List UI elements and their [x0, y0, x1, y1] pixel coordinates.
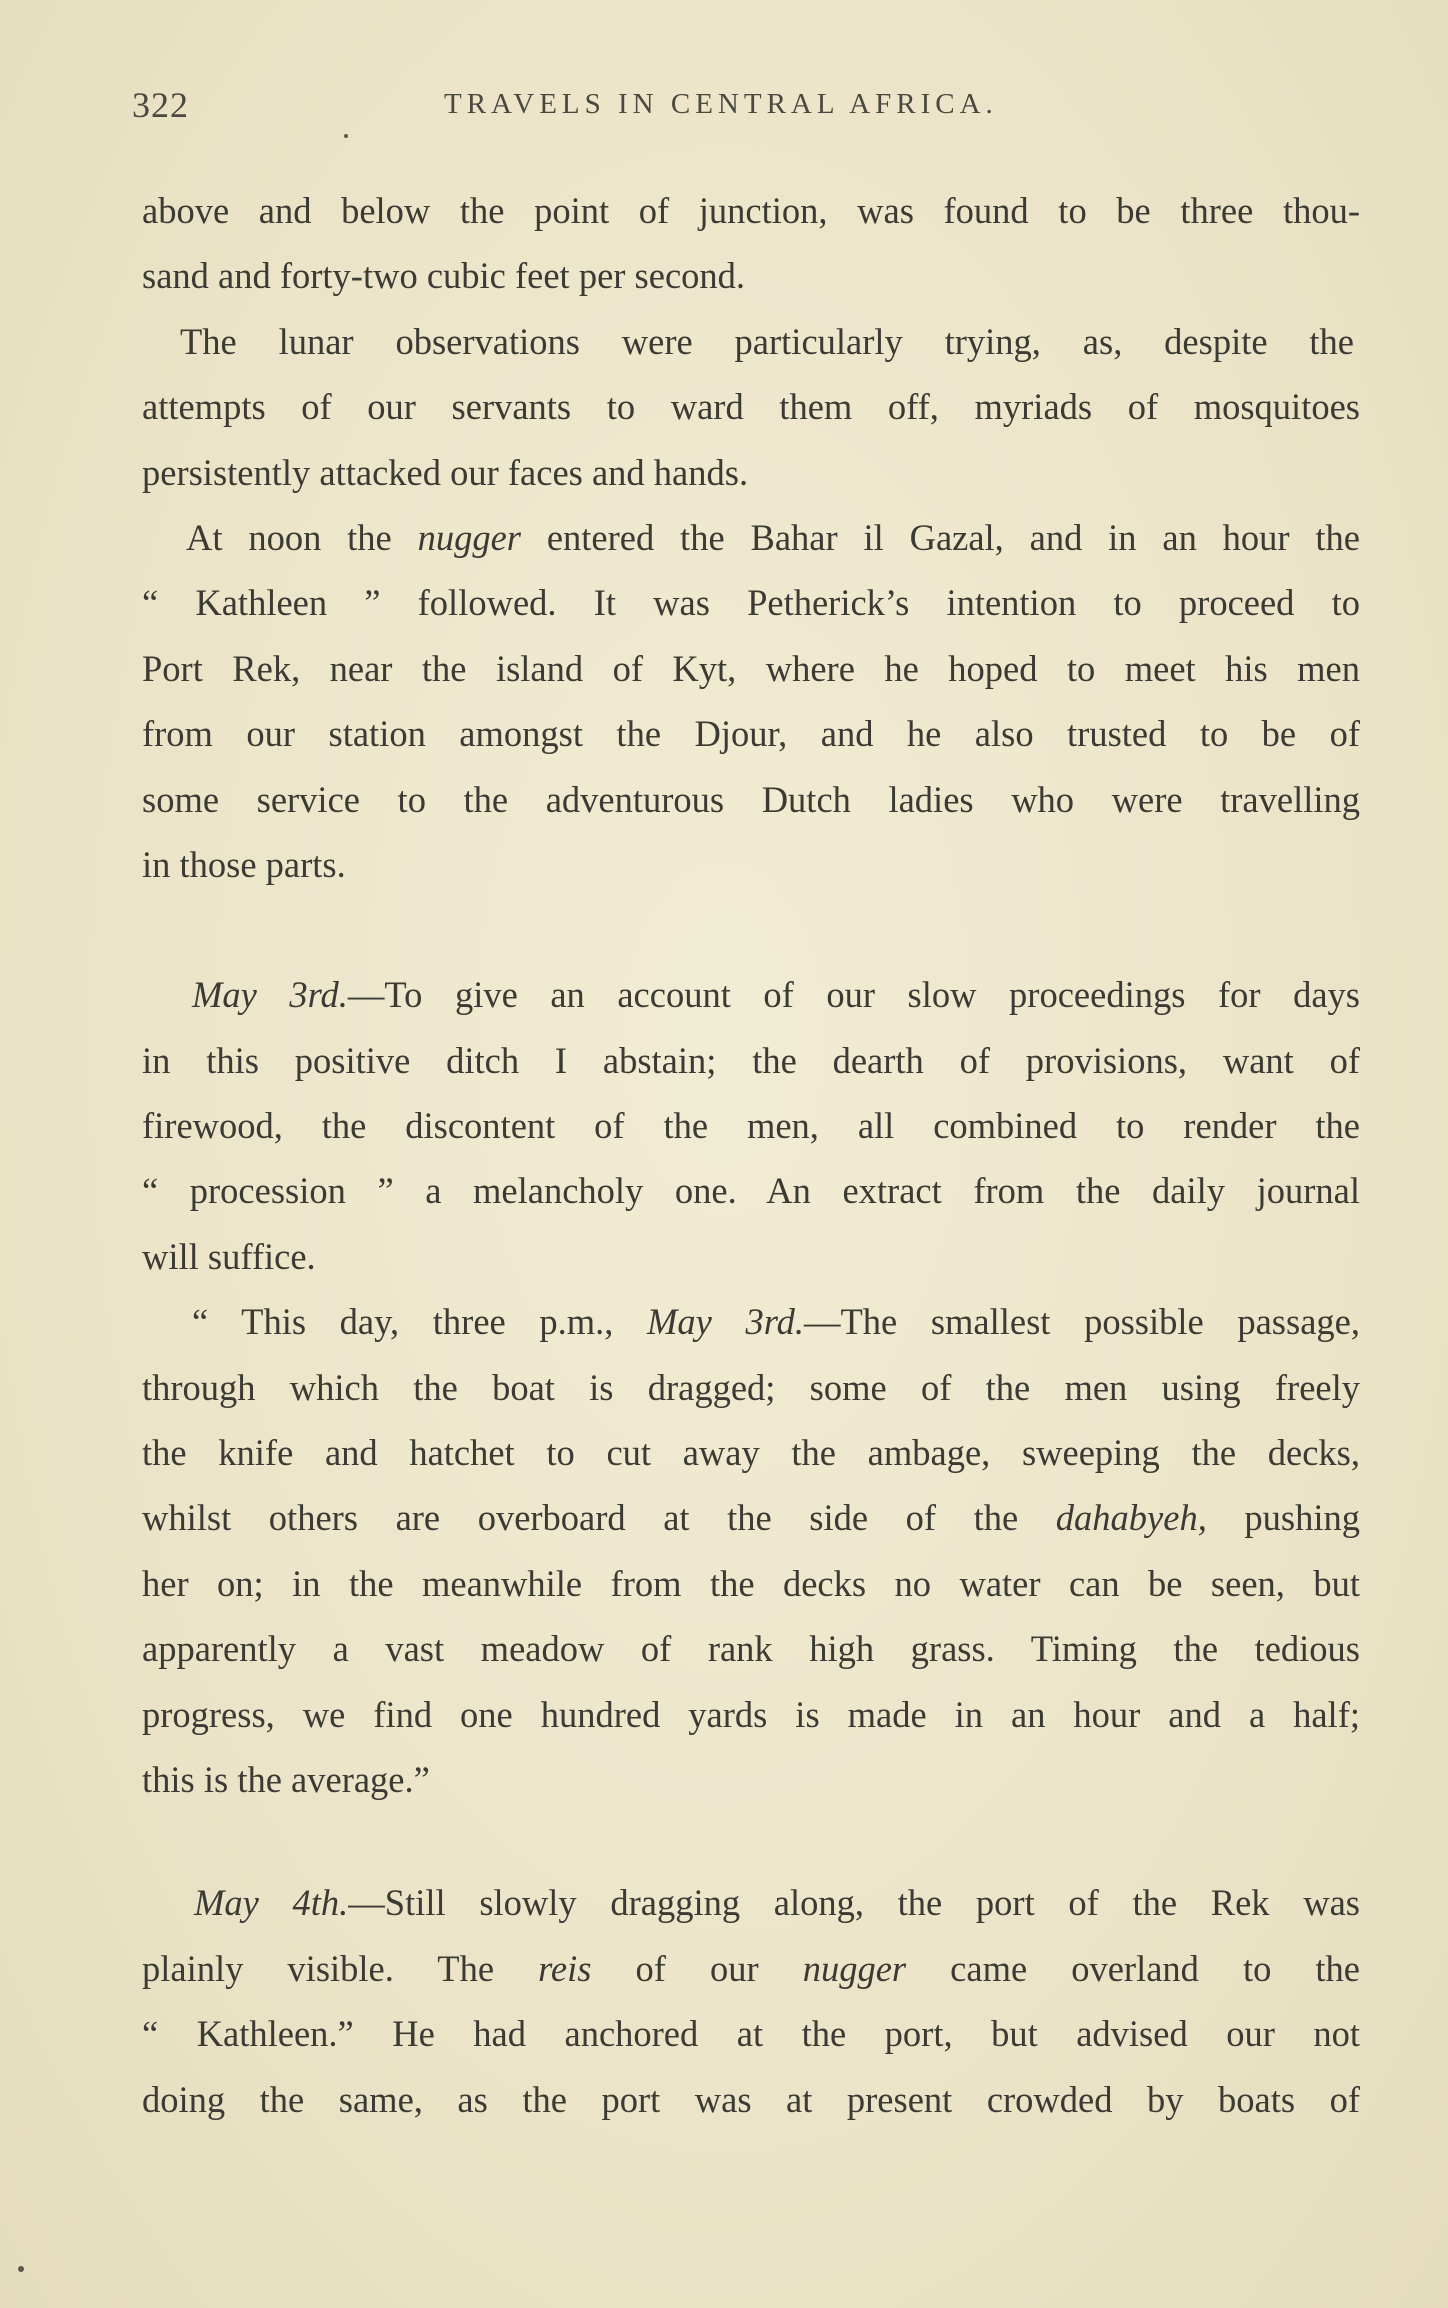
text-segment: of our	[591, 1947, 803, 1989]
text-line	[142, 1870, 1360, 1935]
text-line: from our station amongst the Djour, and he also trusted to be of	[142, 713, 1360, 755]
section-gap	[142, 1812, 1360, 1870]
text-line	[142, 962, 1360, 1027]
text-line: will suffice.	[142, 1235, 316, 1277]
text-line: progress, we find one hundred yards is made in an hour and a half;	[142, 1693, 1360, 1735]
section-gap	[142, 897, 1360, 962]
text-segment: —Still slowly dragging along, the port of the Rek was	[348, 1882, 1360, 1924]
italic-word: dahabyeh,	[1055, 1497, 1207, 1539]
ink-speck	[344, 134, 348, 138]
text-segment: plainly visible. The	[142, 1947, 539, 1989]
text-line: her on; in the meanwhile from the decks no water can be seen, but	[142, 1562, 1360, 1604]
text-segment: pushing	[1206, 1497, 1360, 1539]
text-line	[142, 1289, 1360, 1354]
italic-word: nugger	[417, 516, 521, 558]
paragraph-2	[142, 309, 1360, 505]
paragraph-may-3rd	[142, 962, 1360, 1289]
italic-word: reis	[538, 1947, 592, 1989]
text-line: above and below the point of junction, was found to be three thou-	[142, 190, 1360, 231]
text-line: firewood, the discontent of the men, all combined to render the	[142, 1105, 1360, 1147]
date-heading: May 3rd.	[192, 974, 348, 1016]
body-text	[142, 178, 1360, 2132]
text-segment: came overland to the	[906, 1947, 1361, 1989]
text-line: “ procession ” a melancholy one. An extract from the daily journal	[142, 1170, 1360, 1212]
text-segment: —The smallest possible passage,	[803, 1301, 1360, 1343]
text-segment: —To give an account of our slow proceedings for days	[347, 974, 1360, 1016]
text-segment: At noon the	[186, 516, 418, 558]
text-line: through which the boat is dragged; some of the men using freely	[142, 1366, 1360, 1408]
text-line: this is the average.”	[142, 1758, 430, 1800]
paragraph-journal-extract	[142, 1289, 1360, 1812]
text-line: doing the same, as the port was at present crowded by boats of	[142, 2078, 1360, 2120]
page-number: 322	[132, 85, 189, 125]
text-line	[142, 505, 1360, 570]
text-line: in those parts.	[142, 843, 346, 885]
text-line: sand and forty-two cubic feet per second.	[142, 255, 746, 297]
text-segment: whilst others are overboard at the side of the	[142, 1497, 1056, 1539]
text-line: “ Kathleen.” He had anchored at the port, but advised our not	[142, 2013, 1360, 2055]
text-segment: “ This day, three p.m.,	[192, 1301, 647, 1343]
text-line: the knife and hatchet to cut away the ambage, sweeping the decks,	[142, 1432, 1360, 1474]
text-line	[142, 1485, 1360, 1550]
paragraph-1	[142, 178, 1360, 309]
text-line	[142, 1936, 1360, 2001]
text-line: The lunar observations were particularly trying, as, despite the	[180, 320, 1354, 362]
text-line: in this positive ditch I abstain; the dearth of provisions, want of	[142, 1039, 1360, 1081]
text-line: persistently attacked our faces and hands.	[142, 451, 749, 493]
text-line: some service to the adventurous Dutch ladies who were travelling	[142, 778, 1360, 820]
date-heading: May 4th.	[194, 1882, 349, 1924]
date-italic: May 3rd.	[646, 1301, 804, 1343]
paragraph-may-4th	[142, 1870, 1360, 2132]
text-line: “ Kathleen ” followed. It was Petherick’s intention to proceed to	[142, 582, 1360, 624]
page-header	[132, 84, 1328, 134]
running-title: TRAVELS IN CENTRAL AFRICA.	[444, 88, 998, 120]
text-line: apparently a vast meadow of rank high grass. Timing the tedious	[142, 1628, 1360, 1670]
italic-word: nugger	[802, 1947, 907, 1989]
paragraph-3	[142, 505, 1360, 897]
text-segment: entered the Bahar il Gazal, and in an hour the	[521, 516, 1361, 558]
text-line: Port Rek, near the island of Kyt, where he hoped to meet his men	[142, 647, 1360, 689]
text-line: attempts of our servants to ward them off, myriads of mosquitoes	[142, 386, 1360, 428]
ink-speck	[18, 2266, 24, 2272]
